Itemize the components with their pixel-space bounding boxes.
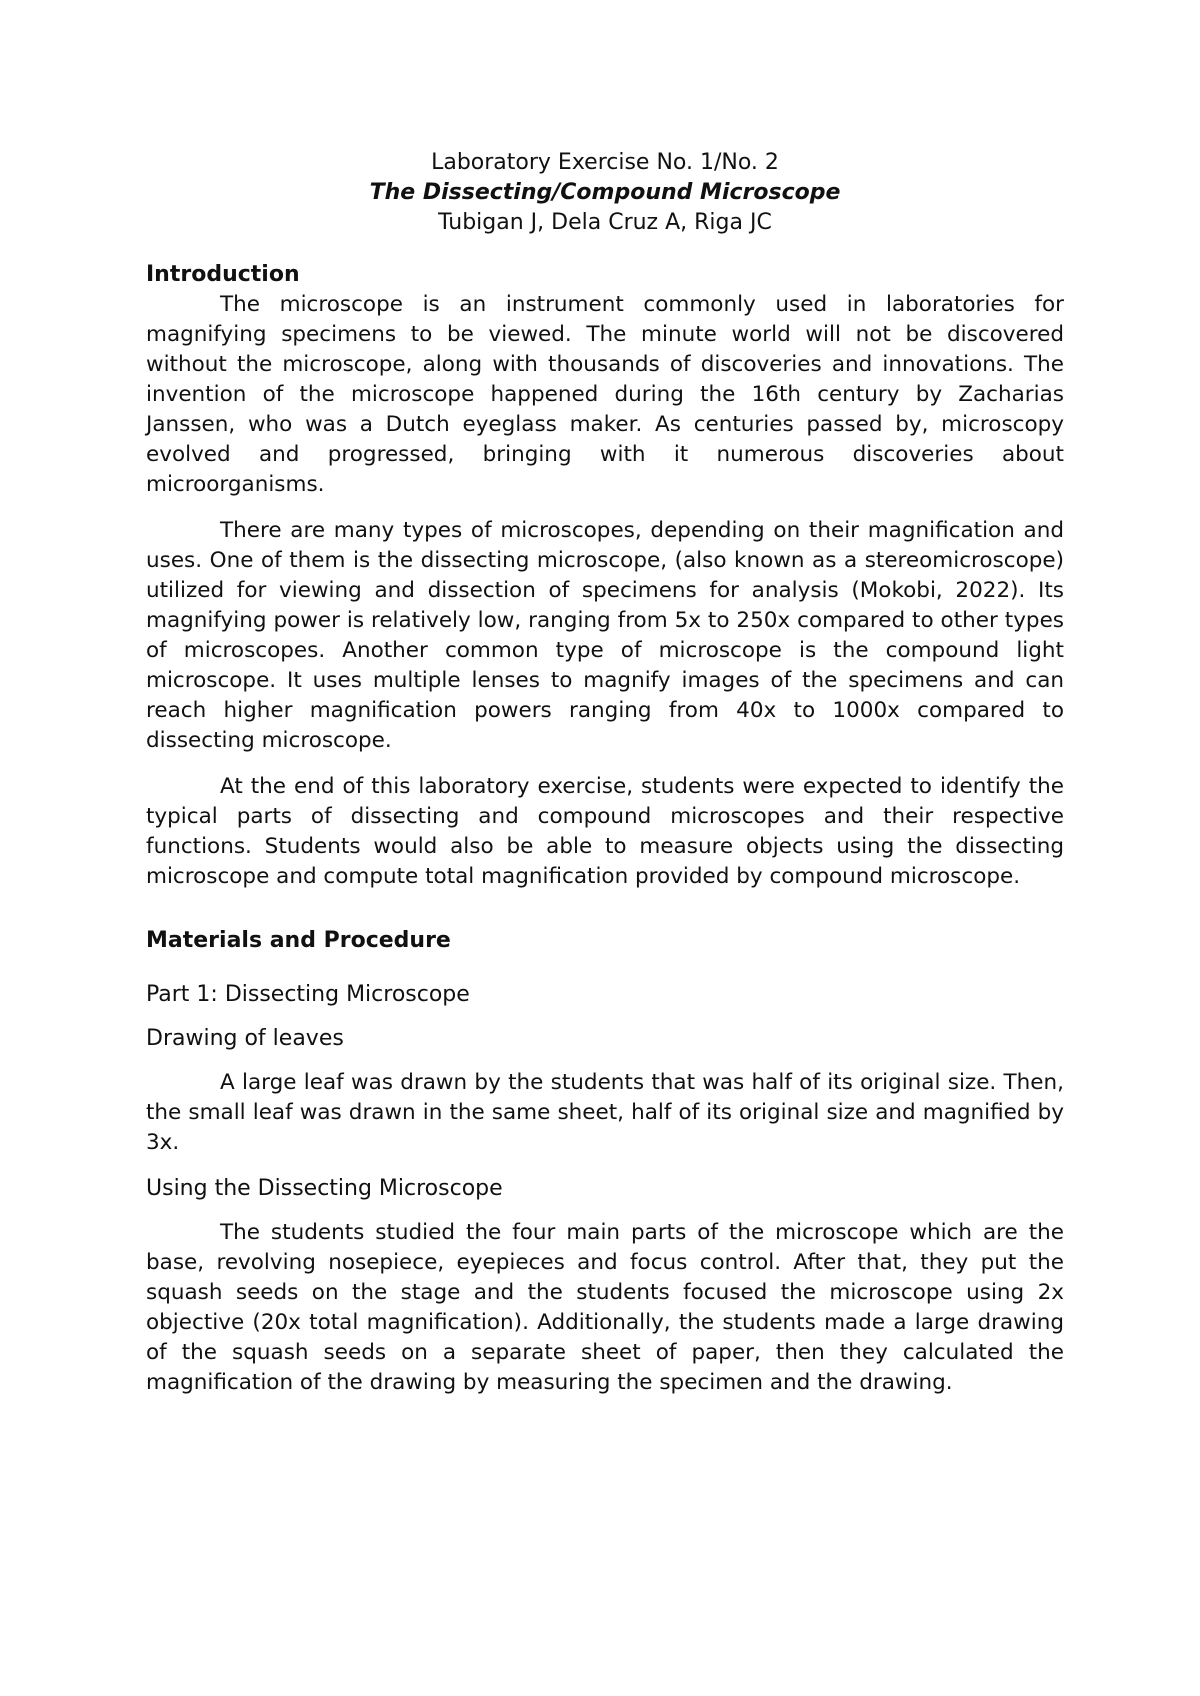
document-header [146,148,1064,238]
document-page [146,148,1064,1414]
using-paragraph: The students studied the four main parts of the microscope which are the base, revolving nosepiece, eyepieces and focus control. After that, they put the squash seeds on the stage and the students focused the microscope using 2x objective (20x total magnification). Additionally, the students made a large drawing of the squash seeds on a separate sheet of paper, then they calculated the magnification of the drawing by measuring the specimen and the drawing. [146,1220,1064,1395]
intro-paragraph-2: There are many types of microscopes, depending on their magnification and uses. One of them is the dissecting microscope, (also known as a stereomicroscope) utilized for viewing and dissection of specimens for analysis (Mokobi, 2022). Its magnifying power is relatively low, ranging from 5x to 250x compared to other types of microscopes. Another common type of microscope is the compound light microscope. It uses multiple lenses to magnify images of the specimens and can reach higher magnification powers ranging from 40x to 1000x compared to dissecting microscope. [146,518,1064,753]
exercise-title: Laboratory Exercise No. 1/No. 2 [431,150,779,175]
materials-heading: Materials and Procedure [146,928,451,953]
exercise-subtitle: The Dissecting/Compound Microscope [369,180,841,205]
intro-paragraph-3: At the end of this laboratory exercise, students were expected to identify the typical parts of dissecting and compound microscopes and their respective functions. Students would also be able to measure objects using the dissecting microscope and compute total magnification provided by compound microscope. [146,774,1064,889]
intro-paragraph-1: The microscope is an instrument commonly used in laboratories for magnifying specimens to be viewed. The minute world will not be discovered without the microscope, along with thousands of discoveries and innovations. The invention of the microscope happened during the 16th century by Zacharias Janssen, who was a Dutch eyeglass maker. As centuries passed by, microscopy evolved and progressed, bringing with it numerous discoveries about microorganisms. [146,292,1064,497]
introduction-heading: Introduction [146,262,300,287]
using-heading: Using the Dissecting Microscope [146,1176,503,1201]
part1-heading: Part 1: Dissecting Microscope [146,982,470,1007]
drawing-paragraph: A large leaf was drawn by the students that was half of its original size. Then, the small leaf was drawn in the same sheet, half of its original size and magnified by 3x. [146,1070,1064,1155]
drawing-heading: Drawing of leaves [146,1026,344,1051]
authors: Tubigan J, Dela Cruz A, Riga JC [438,210,772,235]
